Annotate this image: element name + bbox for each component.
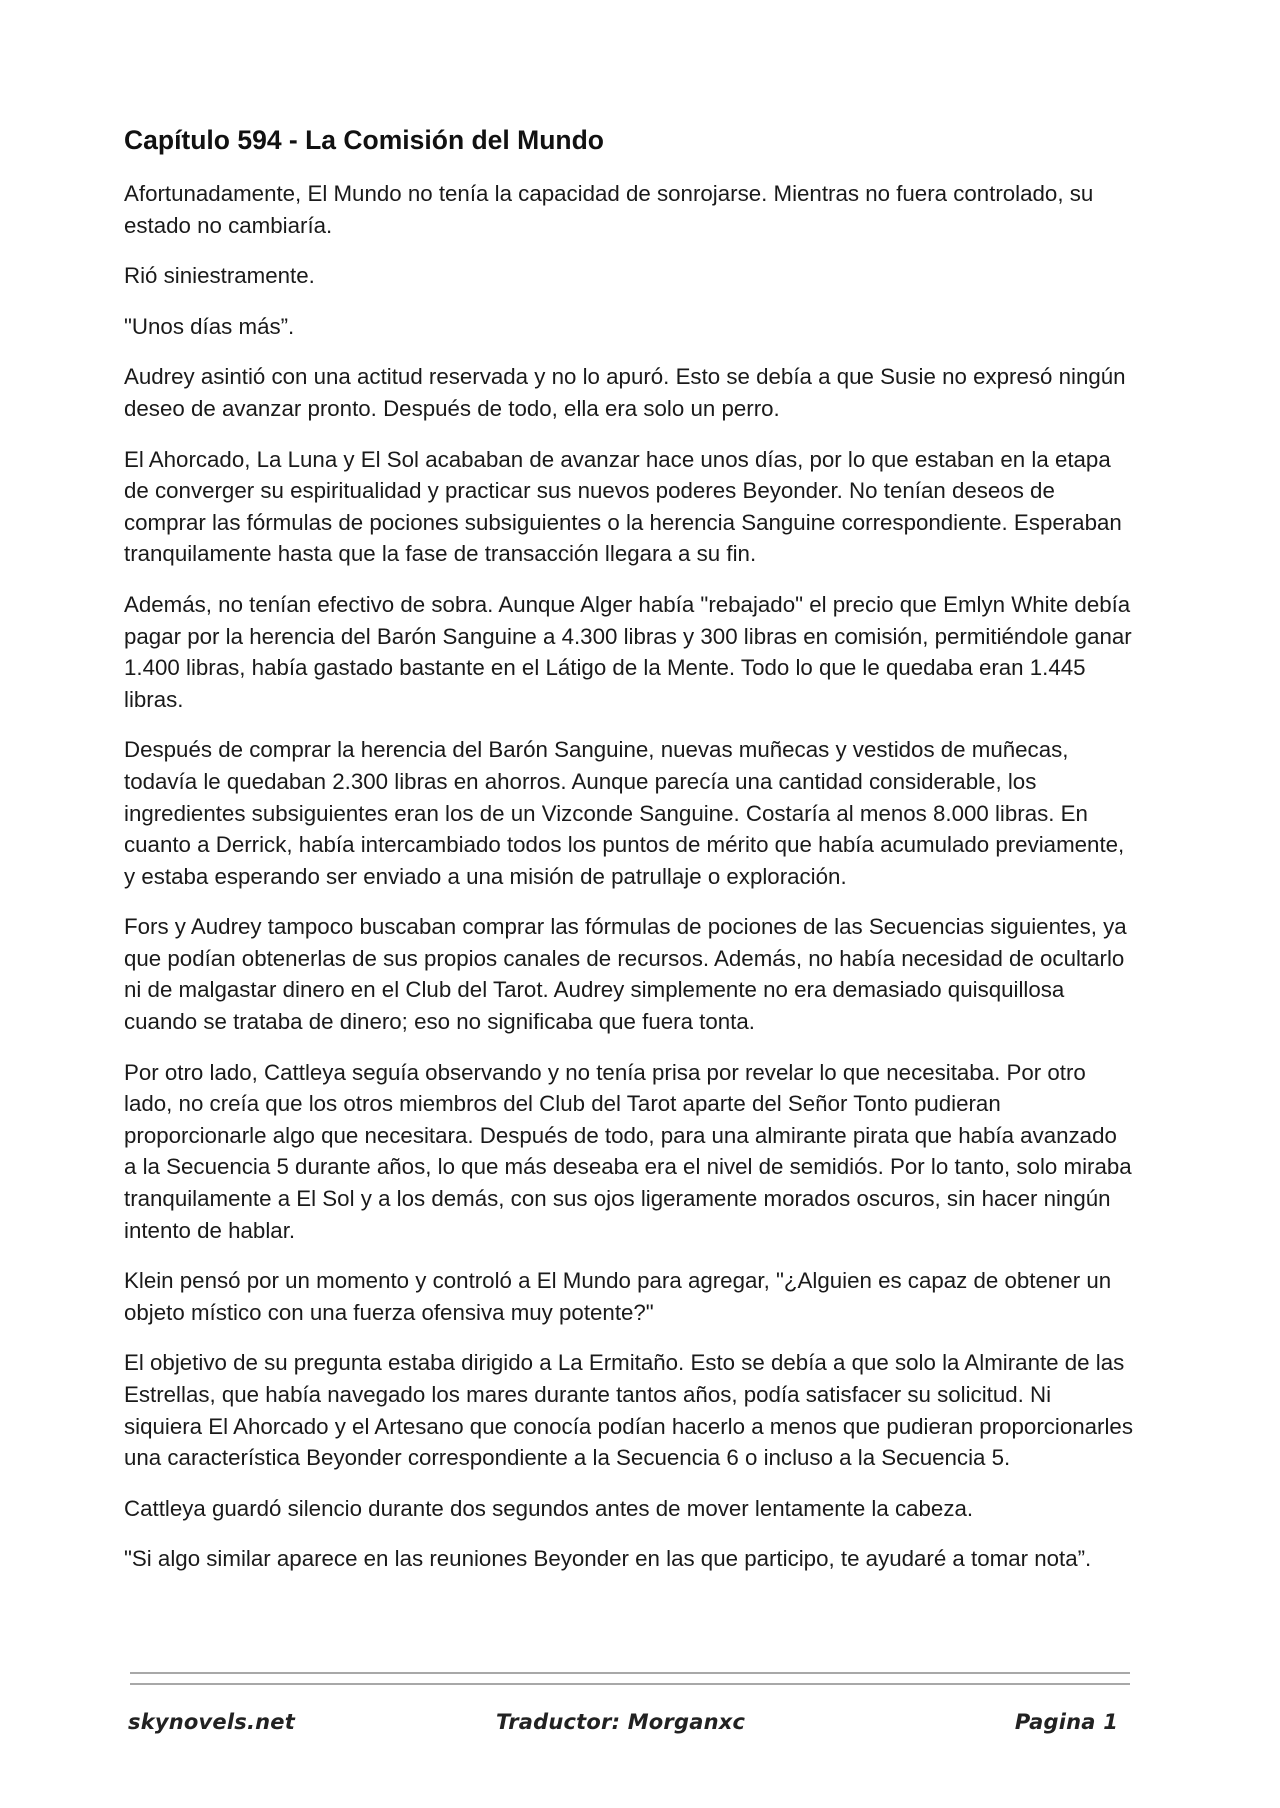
paragraph: Cattleya guardó silencio durante dos segundos antes de mover lentamente la cabeza. <box>124 1495 974 1521</box>
paragraph: "Si algo similar aparece en las reuniones Beyonder en las que participo, te ayudaré a tomar nota”. <box>124 1546 1092 1572</box>
page-footer <box>128 1710 1118 1746</box>
footer-page-number: Pagina 1 <box>1014 1710 1118 1734</box>
footer-translator: Traductor: Morganxc <box>496 1710 746 1734</box>
paragraph: Por otro lado, Cattleya seguía observando y no tenía prisa por revelar lo que necesitaba. Por otro lado, no creía que los otros miembros del Club del Tarot aparte del Señor Tonto pudieran proporcionarle algo que necesitara. Después de todo, para una almirante pirata que había avanzado a la Secuencia 5 durante años, lo que más deseaba era el nivel de semidiós. Por lo tanto, solo miraba tranquilamente a El Sol y a los demás, con sus ojos ligeramente morados oscuros, sin hacer ningún intento de hablar. <box>124 1059 1132 1243</box>
chapter-title: Capítulo 594 - La Comisión del Mundo <box>124 125 604 155</box>
paragraph: Fors y Audrey tampoco buscaban comprar las fórmulas de pociones de las Secuencias siguientes, ya que podían obtenerlas de sus propios canales de recursos. Además, no había necesidad de ocultarlo ni de malgastar dinero en el Club del Tarot. Audrey simplemente no era demasiado quisquillosa cuando se trataba de dinero; eso no significaba que fuera tonta. <box>124 914 1127 1035</box>
footer-divider-top <box>130 1672 1130 1674</box>
paragraph: El Ahorcado, La Luna y El Sol acababan de avanzar hace unos días, por lo que estaban en la etapa de converger su espiritualidad y practicar sus nuevos poderes Beyonder. No tenían deseos de comprar las fórmulas de pociones subsiguientes o la herencia Sanguine correspondiente. Esperaban tranquilamente hasta que la fase de transacción llegara a su fin. <box>124 446 1122 567</box>
paragraph: Afortunadamente, El Mundo no tenía la capacidad de sonrojarse. Mientras no fuera controlado, su estado no cambiaría. <box>124 181 1094 238</box>
document-body <box>124 120 1134 1594</box>
paragraph: Klein pensó por un momento y controló a El Mundo para agregar, "¿Alguien es capaz de obtener un objeto místico con una fuerza ofensiva muy potente?" <box>124 1268 1112 1325</box>
paragraph: Después de comprar la herencia del Barón Sanguine, nuevas muñecas y vestidos de muñecas, todavía le quedaban 2.300 libras en ahorros. Aunque parecía una cantidad considerable, los ingredientes subsiguientes eran los de un Vizconde Sanguine. Costaría al menos 8.000 libras. En cuanto a Derrick, había intercambiado todos los puntos de mérito que había acumulado previamente, y estaba esperando ser enviado a una misión de patrullaje o exploración. <box>124 737 1125 889</box>
footer-divider-bottom <box>130 1683 1130 1685</box>
paragraph: Además, no tenían efectivo de sobra. Aunque Alger había "rebajado" el precio que Emlyn White debía pagar por la herencia del Barón Sanguine a 4.300 libras y 300 libras en comisión, permitiéndole ganar 1.400 libras, había gastado bastante en el Látigo de la Mente. Todo lo que le quedaba eran 1.445 libras. <box>124 591 1132 712</box>
paragraph: Rió siniestramente. <box>124 263 315 289</box>
paragraph: Audrey asintió con una actitud reservada y no lo apuró. Esto se debía a que Susie no expresó ningún deseo de avanzar pronto. Después de todo, ella era solo un perro. <box>124 364 1126 421</box>
paragraph: El objetivo de su pregunta estaba dirigido a La Ermitaño. Esto se debía a que solo la Almirante de las Estrellas, que había navegado los mares durante tantos años, podía satisfacer su solicitud. Ni siquiera El Ahorcado y el Artesano que conocía podían hacerlo a menos que pudieran proporcionarles una característica Beyonder correspondiente a la Secuencia 6 o incluso a la Secuencia 5. <box>124 1350 1133 1471</box>
paragraph: "Unos días más”. <box>124 313 295 339</box>
footer-site: skynovels.net <box>128 1710 295 1734</box>
